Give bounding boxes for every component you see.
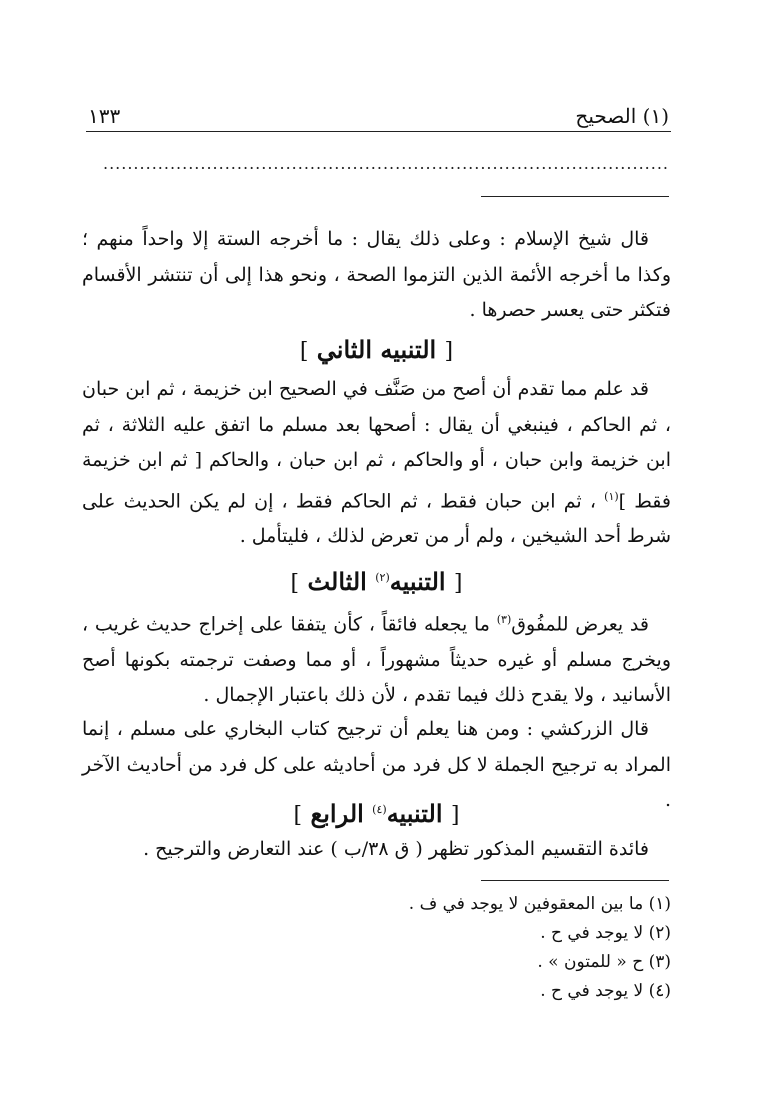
heading-third-note: [ التنبيه$^{(٢)}$ الثالث ] — [290, 567, 463, 596]
footnote-rule — [481, 880, 669, 881]
heading-title: التنبيه — [389, 567, 446, 596]
footnote-4: (٤) لا يوجد في ح . — [540, 981, 671, 1001]
footnote-ref-1: (١) — [604, 489, 619, 503]
header-rule — [86, 131, 671, 132]
heading-title: التنبيه الثاني — [316, 335, 437, 364]
paragraph-3: قد يعرض للمفُوق$^{(٣)}$ ما يجعله فائقاً ، كأن يتفقا على إخراج حديث غريب ، ويخرج مسلم أو غيره حديثاً مشهوراً ، أو مما وصفت ترجمته بكونها أصح الأسانيد ، ولا يقدح ذلك فيما تقدم ، لأن ذلك باعتبار الإجمال . — [82, 613, 671, 707]
footnote-ref-2: (٢) — [375, 571, 390, 584]
footnote-1: (١) ما بين المعقوفين لا يوجد في ف . — [408, 894, 671, 914]
paragraph-2: قد علم مما تقدم أن أصح من صَنَّف في الصحيح ابن خزيمة ، ثم ابن حبان ، ثم الحاكم ، فينبغي أن يقال : أصحها بعد مسلم ما اتفق عليه الثلاثة ، ثم ابن خزيمة وابن حبان ، أو والحاكم ، ثم ابن حبان ، والحاكم [ ثم ابن خزيمة فقط ]$^{(١)}$ ، ثم ابن حبان فقط ، ثم الحاكم فقط ، إن لم يكن الحديث على شرط أحد الشيخين ، ولم أر من تعرض لذلك ، فليتأمل . — [82, 378, 671, 548]
footnote-2: (٢) لا يوجد في ح . — [540, 923, 671, 943]
footnotes — [82, 890, 671, 1006]
running-head — [88, 100, 669, 132]
heading-fourth-note: [ التنبيه$^{(٤)}$ الرابع ] — [293, 799, 460, 828]
page-number: ١٣٣ — [88, 104, 121, 128]
paragraph-1: قال شيخ الإسلام : وعلى ذلك يقال : ما أخرجه الستة إلا واحداً منهم ؛ وكذا ما أخرجه الأئمة الذين التزموا الصحة ، ونحو هذا إلى أن تنتشر الأقسام فتكثر حتى يعسر حصرها . — [82, 228, 671, 321]
paragraph-5: فائدة التقسيم المذكور تظهر ( ق ٣٨/ب ) عند التعارض والترجيح . — [143, 838, 649, 860]
footnote-ref-3: (٣) — [496, 613, 512, 626]
continuation-dots: ............................................................................................. — [103, 154, 669, 173]
paragraph-4: قال الزركشي : ومن هنا يعلم أن ترجيح كتاب البخاري على مسلم ، إنما المراد به ترجيح الجملة لا كل فرد من أحاديثه على كل فرد من أحاديث الآخر . — [82, 718, 671, 811]
footnote-ref-4: (٤) — [372, 803, 387, 816]
footnote-3: (٣) ح « للمتون » . — [537, 952, 671, 972]
heading-second-note: [ التنبيه الثاني ] — [299, 335, 454, 364]
chapter-title: (١) الصحيح — [575, 104, 669, 128]
section-rule — [481, 196, 669, 197]
heading-title: التنبيه — [386, 799, 443, 828]
